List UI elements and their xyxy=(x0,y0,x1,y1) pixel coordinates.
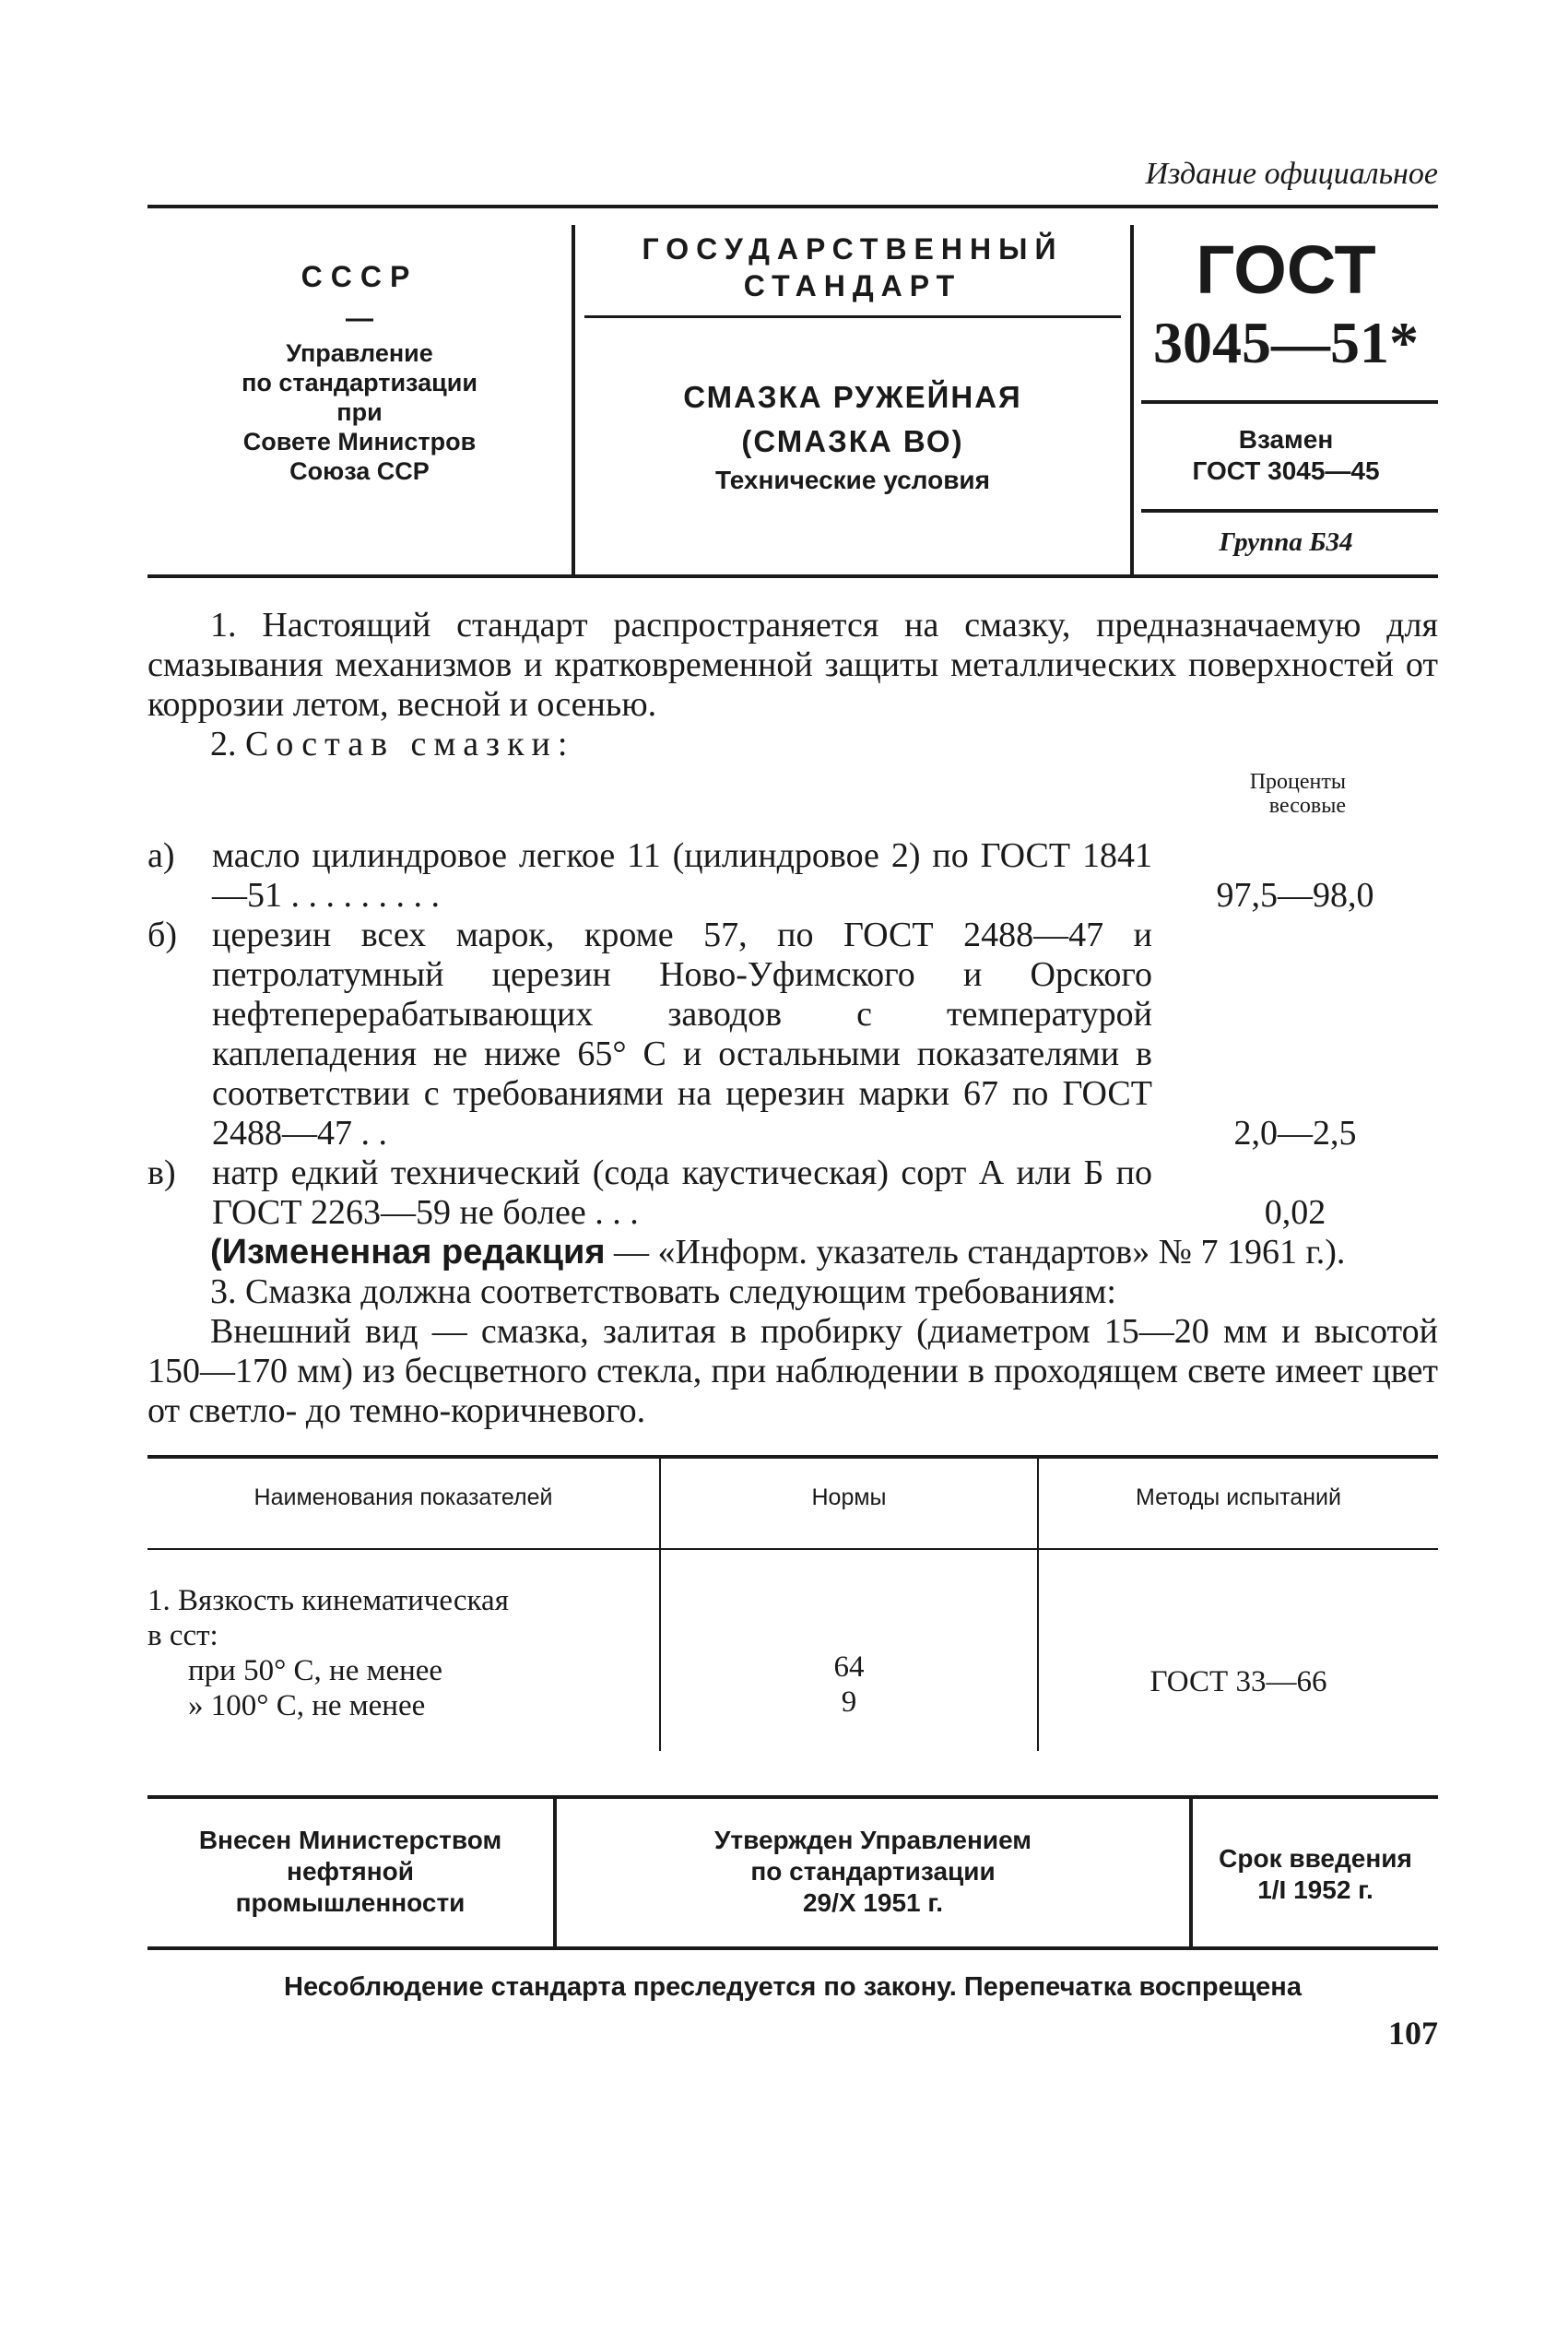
paragraph-1: 1. Настоящий стандарт распространяется на смазку, предназначаемую для смазывания механизмов и кратковременной защиты металлических поверхностей от коррозии летом, весной и осенью. xyxy=(147,606,1438,724)
replaces-note: Взамен ГОСТ 3045—45 xyxy=(1192,425,1380,485)
gost-number: 3045—51* xyxy=(1153,310,1419,375)
document-page xyxy=(147,157,1438,2052)
table-row xyxy=(147,1550,1438,1751)
composition-heading: Состав смазки: xyxy=(245,725,575,763)
header-bottom-rule xyxy=(147,574,1438,578)
country-dash: — xyxy=(346,303,373,334)
introduced-by: Внесен Министерством нефтяной промышленности xyxy=(198,1826,502,1917)
gost-label: ГОСТ xyxy=(1196,231,1376,308)
page-number: 107 xyxy=(1388,2015,1438,2052)
document-subtitle: Технические условия xyxy=(715,466,990,494)
edition-note: Издание официальное xyxy=(1145,157,1438,191)
appearance-requirement: Внешний вид — смазка, залитая в пробирку (диаметром 15—20 мм и высотой 150—170 мм) из бесцветного стекла, при наблюдении в проходящем свете имеет цвет от светло- до темно-коричневого. xyxy=(147,1312,1438,1430)
header-number xyxy=(1134,225,1438,574)
composition-text: церезин всех марок, кроме 57, по ГОСТ 2488—47 и петролатумный церезин Ново-Уфимского и Орского нефтеперерабатывающих заводов с температурой каплепадения не ниже 65° С и остальными показателями в соответствии с требованиями на церезин марки 67 по ГОСТ 2488—47 . . xyxy=(212,916,1152,1153)
paragraph-2-heading: 2. Состав смазки: xyxy=(210,725,575,763)
document-title: СМАЗКА РУЖЕЙНАЯ (СМАЗКА ВО) xyxy=(683,380,1022,458)
composition-value: 2,0—2,5 xyxy=(1233,1114,1357,1153)
header-title xyxy=(572,225,1134,574)
org-name: Управление по стандартизации при Совете Министров Союза ССР xyxy=(242,339,477,485)
table-header xyxy=(147,1459,1438,1550)
group-label: Группа Б34 xyxy=(1219,527,1353,557)
top-rule xyxy=(147,205,1438,208)
legal-notice: Несоблюдение стандарта преследуется по закону. Перепечатка воспрещена xyxy=(284,1972,1302,2002)
composition-text: натр едкий технический (сода каустическая) сорт А или Б по ГОСТ 2263—59 не более . . . xyxy=(212,1153,1152,1232)
paragraph-3: 3. Смазка должна соответствовать следующим требованиям: xyxy=(210,1272,1116,1311)
column-header-norms: Нормы xyxy=(659,1459,1037,1548)
header-block xyxy=(147,225,1438,574)
effective-date: Срок введения 1/I 1952 г. xyxy=(1189,1799,1438,1946)
column-header-methods: Методы испытаний xyxy=(1037,1459,1438,1548)
header-org xyxy=(147,225,572,574)
footer-bottom-rule xyxy=(147,1946,1438,1950)
composition-text: масло цилиндровое легкое 11 (цилиндровое 2) по ГОСТ 1841—51 . . . . . . . . . xyxy=(212,836,1152,915)
norms-cell: 64 9 xyxy=(659,1550,1037,1751)
composition-value: 97,5—98,0 xyxy=(1216,876,1374,915)
composition-label: а) xyxy=(147,836,175,875)
composition-label: б) xyxy=(147,916,177,954)
indicator-cell: 1. Вязкость кинематическая в сст: при 50° С, не менее » 100° С, не менее xyxy=(147,1584,509,1722)
percent-unit-label: Проценты весовые xyxy=(1249,770,1346,818)
approved-by: Утвержден Управлением по стандартизации 29/X 1951 г. xyxy=(553,1799,1189,1946)
standard-type: ГОСУДАРСТВЕННЫЙ СТАНДАРТ xyxy=(584,225,1121,318)
composition-list xyxy=(147,836,1438,1233)
amendment-note: (Измененная редакция — «Информ. указатель стандартов» № 7 1961 г.). xyxy=(210,1233,1346,1271)
approval-block xyxy=(147,1799,1438,1946)
composition-value: 0,02 xyxy=(1264,1193,1326,1232)
column-header-indicator: Наименования показателей xyxy=(253,1484,553,1510)
requirements-table xyxy=(147,1455,1438,1751)
composition-label: в) xyxy=(147,1153,176,1192)
country-label: СССР xyxy=(301,260,419,293)
method-cell: ГОСТ 33—66 xyxy=(1037,1550,1438,1751)
